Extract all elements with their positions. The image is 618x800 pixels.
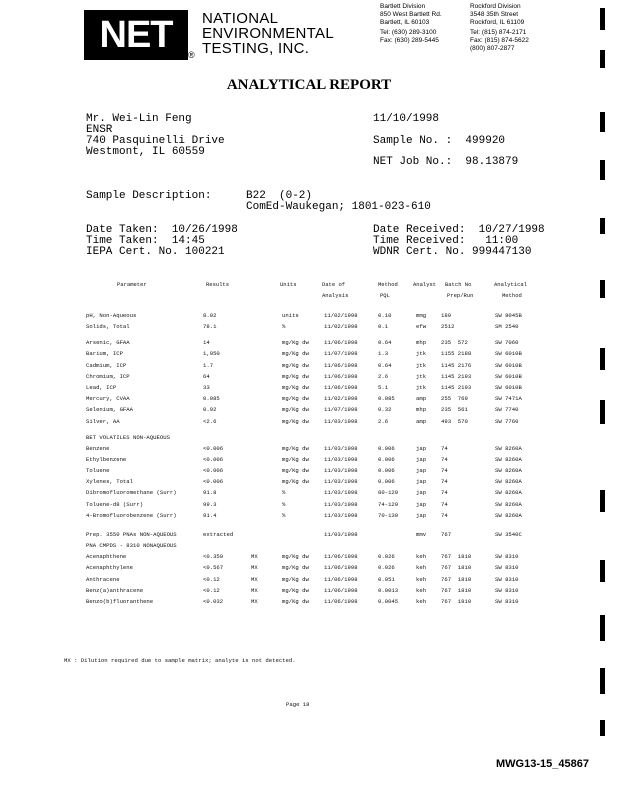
batch-cell: 189 [441,312,452,319]
table-row [86,467,556,477]
table-row [86,445,556,455]
analysis-date-cell: 11/02/1998 [324,323,358,331]
units-cell: mg/Kg dw [282,372,309,380]
batch-cell: 767 1810 [441,553,472,561]
analysis-date-cell: 11/02/1998 [324,312,358,319]
table-row [86,339,556,349]
batch-cell: 235 572 [441,339,468,347]
table-row [86,406,556,416]
result-cell: <0.12 [203,575,220,583]
batch-cell: 74 [441,455,448,463]
units-cell: mg/Kg dw [282,455,309,463]
rockford-line: (800) 807-2877 [470,45,515,52]
iepa-cert: IEPA Cert. No. 100221 [86,246,225,258]
units-cell: mg/Kg dw [282,384,309,391]
result-cell: <0.006 [203,478,224,486]
batch-cell: 767 1810 [441,586,472,594]
binding-mark [600,560,605,582]
result-cell: 91.4 [203,511,217,519]
registered-mark: ® [188,50,195,60]
parameter-cell: Arsenic, GFAA [86,339,130,347]
rockford-line: Rockford, IL 61109 [470,19,525,26]
parameter-cell: 4-Bromofluorobenzene (Surr) [86,511,177,519]
analytical-method-cell: SW 7760 [495,417,519,425]
company-name-line-1: NATIONAL [202,10,279,27]
result-cell: <0.006 [203,444,224,452]
units-cell: mg/Kg dw [282,467,309,474]
analytical-method-cell: SW 8260A [495,444,522,452]
units-cell: % [282,511,286,519]
bartlett-line: Bartlett, IL 60103 [380,19,430,26]
client-company: ENSR [86,124,113,136]
section-heading: PNA CMPDS - 8310 NONAQUEOUS [86,542,177,550]
result-cell: 1.7 [203,361,214,369]
batch-cell: 235 561 [441,406,468,414]
header-parameter: Parameter [117,281,147,288]
units-cell: mg/Kg dw [282,575,309,583]
analyst-cell: mmv [416,531,427,538]
parameter-cell: Xylenes, Total [86,478,133,486]
table-row [86,418,556,428]
analysis-date-cell: 11/07/1998 [324,406,358,414]
binding-mark [600,720,605,736]
pql-cell: 0.64 [378,339,392,347]
batch-cell: 767 [441,531,452,538]
analysis-date-cell: 11/06/1998 [324,361,358,369]
date-taken: Date Taken: 10/26/1998 [86,224,238,236]
units-cell: % [282,489,286,497]
footnote: MX : Dilution required due to sample matrix; analyte is not detected. [64,657,296,664]
table-row [86,350,556,360]
client-street: 740 Pasquinelli Drive [86,135,225,147]
binding-mark [600,112,605,132]
result-cell: <0.032 [203,598,224,605]
pql-cell: 0.006 [378,478,395,486]
sample-description-line-2: ComEd-Waukegan; 1801-023-610 [246,201,431,213]
header-method: Method [378,281,398,288]
analyst-cell: jtk [416,350,427,358]
header-prep-run: Prep/Run [447,292,474,299]
analytical-method-cell: SW 8310 [495,586,519,594]
result-cell: 78.1 [203,323,217,331]
pql-cell: 0.085 [378,395,395,403]
batch-cell: 1145 2176 [441,361,472,369]
analyst-cell: efw [416,323,427,331]
batch-cell: 2512 [441,323,455,331]
analyst-cell: jap [416,500,427,508]
parameter-cell: Ethylbenzene [86,455,127,463]
analytical-method-cell: SW 8260A [495,489,522,497]
batch-cell: 767 1810 [441,564,472,572]
table-row [86,456,556,466]
batch-cell: 255 769 [441,395,468,403]
sample-number: Sample No. : 499920 [373,135,506,147]
rockford-line: Tel: (815) 874-2171 [470,29,527,36]
client-name: Mr. Wei-Lin Feng [86,113,192,125]
batch-cell: 74 [441,489,448,497]
parameter-cell: Mercury, CVAA [86,395,130,403]
parameter-cell: Toluene-d8 (Surr) [86,500,144,508]
analyst-cell: keh [416,553,427,561]
analysis-date-cell: 11/03/1998 [324,417,358,425]
pql-cell: 2.6 [378,417,389,425]
analysis-date-cell: 11/03/1998 [324,478,358,486]
units-cell: mg/Kg dw [282,417,309,425]
analyst-cell: jtk [416,384,427,391]
analysis-date-cell: 11/03/1998 [324,467,358,474]
parameter-cell: Toluene [86,467,110,474]
table-row [86,384,556,394]
batch-cell: 1145 2193 [441,372,472,380]
header-pql: PQL [380,292,390,299]
table-row [86,553,556,563]
parameter-cell: Lead, ICP [86,384,117,391]
units-cell: mg/Kg dw [282,361,309,369]
parameter-cell: Silver, AA [86,417,120,425]
units-cell: mg/Kg dw [282,406,309,414]
rockford-line: Fax: (815) 874-5622 [470,37,529,44]
client-city: Westmont, IL 60559 [86,146,205,158]
units-cell: mg/Kg dw [282,350,309,358]
result-cell: 99.3 [203,500,217,508]
analyst-cell: keh [416,575,427,583]
pql-cell: 1.3 [378,350,389,358]
bartlett-line: Tel: (630) 289-3100 [380,29,437,36]
analysis-date-cell: 11/06/1998 [324,598,358,605]
analyst-cell: jtk [416,361,427,369]
result-cell: <2.6 [203,417,217,425]
analysis-date-cell: 11/06/1998 [324,384,358,391]
batch-cell: 74 [441,467,448,474]
binding-mark [600,615,605,641]
analyst-cell: jap [416,478,427,486]
analysis-date-cell: 11/06/1998 [324,564,358,572]
rockford-line: Rockford Division [470,3,521,10]
report-date: 11/10/1998 [373,113,440,125]
analyst-cell: keh [416,598,427,605]
batch-cell: 493 570 [441,417,468,425]
time-received: Time Received: 11:00 [373,235,519,247]
pql-cell: 5.1 [378,384,389,391]
analytical-method-cell: SW 8260A [495,478,522,486]
parameter-cell: Barium, ICP [86,350,123,358]
parameter-cell: Selenium, GFAA [86,406,133,414]
parameter-cell: Chromium, ICP [86,372,130,380]
table-row [86,598,556,608]
bartlett-line: Fax: (630) 289-5445 [380,37,439,44]
analysis-date-cell: 11/02/1998 [324,395,358,403]
table-row [86,512,556,522]
analysis-date-cell: 11/06/1998 [324,339,358,347]
analysis-date-cell: 11/03/1998 [324,489,358,497]
qualifier-cell: MX [251,598,258,605]
analytical-method-cell: SW 8310 [495,598,519,605]
pql-cell: 80-129 [378,489,399,497]
qualifier-cell: MX [251,575,258,583]
pql-cell: 2.6 [378,372,389,380]
analysis-date-cell: 11/07/1998 [324,350,358,358]
header-analytical-method: Method [502,292,522,299]
pql-cell: 0.026 [378,553,395,561]
pql-cell: 0.10 [378,312,392,319]
analytical-method-cell: SW 6010B [495,350,522,358]
document-id: MWG13-15_45867 [496,758,589,770]
header-batch-no: Batch No [445,281,472,288]
table-row [86,478,556,488]
bartlett-division-block [380,3,442,45]
analytical-method-cell: SW 7740 [495,406,519,414]
parameter-cell: Dibromofluoromethane (Surr) [86,489,177,497]
result-cell: 0.085 [203,395,220,403]
analyst-cell: mmg [416,312,427,319]
pql-cell: 0.006 [378,444,395,452]
company-name-line-3: TESTING, INC. [202,40,310,57]
header-units: Units [280,281,297,288]
header-results: Results [206,281,230,288]
header-date-of: Date of [322,281,346,288]
parameter-cell: Acenaphthylene [86,564,133,572]
parameter-cell: Solids, Total [86,323,130,331]
analytical-method-cell: SW 7060 [495,339,519,347]
units-cell: % [282,500,286,508]
result-cell: 33 [203,384,210,391]
units-cell: mg/Kg dw [282,339,309,347]
table-row [86,312,556,322]
table-row [86,531,556,541]
analyst-cell: jtk [416,372,427,380]
date-received: Date Received: 10/27/1998 [373,224,545,236]
analytical-method-cell: SW 8260A [495,511,522,519]
table-row [86,362,556,372]
section-heading: BET VOLATILES NON-AQUEOUS [86,433,170,441]
pql-cell: 0.006 [378,467,395,474]
company-name-line-2: ENVIRONMENTAL [202,25,334,42]
table-row [86,373,556,383]
analysis-date-cell: 11/06/1998 [324,586,358,594]
rockford-division-block [470,3,529,53]
pql-cell: 0.051 [378,575,395,583]
units-cell: mg/Kg dw [282,598,309,605]
qualifier-cell: MX [251,586,258,594]
pql-cell: 0.026 [378,564,395,572]
header-analyst: Analyst [413,281,437,288]
analytical-method-cell: SW 8260A [495,455,522,463]
binding-mark [600,348,605,370]
parameter-cell: Benzo(b)fluoranthene [86,598,154,605]
sample-description-line-1: B22 (0-2) [246,190,313,202]
table-row [86,587,556,597]
time-taken: Time Taken: 14:45 [86,235,205,247]
binding-mark [600,8,605,30]
table-row [86,489,556,499]
analytical-method-cell: SM 2540 [495,323,519,331]
pql-cell: 0.1 [378,323,389,331]
analysis-date-cell: 11/06/1998 [324,553,358,561]
pql-cell: 0.32 [378,406,392,414]
parameter-cell: Cadmium, ICP [86,361,127,369]
analysis-date-cell: 11/06/1998 [324,575,358,583]
analysis-date-cell: 11/03/1998 [324,500,358,508]
parameter-cell: Prep. 3550 PNAs NON-AQUEOUS [86,531,177,538]
analyst-cell: mhp [416,339,427,347]
result-cell: <0.006 [203,467,224,474]
units-cell: mg/Kg dw [282,586,309,594]
result-cell: 64 [203,372,210,380]
batch-cell: 74 [441,478,448,486]
analyst-cell: jap [416,455,427,463]
units-cell: % [282,323,286,331]
parameter-cell: Acenaphthene [86,553,127,561]
result-cell: <0.12 [203,586,220,594]
analyst-cell: jap [416,467,427,474]
analyst-cell: jap [416,489,427,497]
table-row [86,395,556,405]
analyst-cell: keh [416,586,427,594]
analysis-date-cell: 11/03/1998 [324,444,358,452]
analytical-method-cell: SW 8310 [495,553,519,561]
batch-cell: 74 [441,500,448,508]
analyst-cell: jap [416,511,427,519]
analytical-method-cell: SW 8260A [495,467,522,474]
analysis-date-cell: 11/03/1998 [324,455,358,463]
bartlett-line: Bartlett Division [380,3,426,10]
report-title: ANALYTICAL REPORT [226,77,392,93]
wdnr-cert: WDNR Cert. No. 999447130 [373,246,532,258]
analysis-date-cell: 11/06/1998 [324,372,358,380]
sample-description-label: Sample Description: [86,190,212,202]
pql-cell: 70-130 [378,511,399,519]
result-cell: 91.8 [203,489,217,497]
parameter-cell: Anthracene [86,575,120,583]
result-cell: 1,050 [203,350,220,358]
pql-cell: 0.006 [378,455,395,463]
analyst-cell: keh [416,564,427,572]
job-number: NET Job No.: 98.13879 [373,156,519,168]
pql-cell: 0.0013 [378,586,399,594]
result-cell: <0.006 [203,455,224,463]
batch-cell: 74 [441,444,448,452]
table-row [86,576,556,586]
batch-cell: 767 1810 [441,575,472,583]
header-analytical: Analytical [494,281,528,288]
rockford-line: 3548 35th Street [470,11,519,18]
batch-cell: 1155 2188 [441,350,472,358]
result-cell: 0.92 [203,406,217,414]
result-cell: <0.350 [203,553,224,561]
analytical-method-cell: SW 8310 [495,575,519,583]
binding-mark [600,490,605,512]
analysis-date-cell: 11/03/1998 [324,511,358,519]
table-row [86,501,556,511]
parameter-cell: pH, Non-Aqueous [86,312,137,319]
analytical-method-cell: SW 6010B [495,372,522,380]
analytical-method-cell: SW 8260A [495,500,522,508]
analyst-cell: amp [416,417,427,425]
result-cell: 14 [203,339,210,347]
result-cell: 8.02 [203,312,217,319]
analysis-date-cell: 11/03/1998 [324,531,358,538]
units-cell: mg/Kg dw [282,478,309,486]
parameter-cell: Benzene [86,444,110,452]
units-cell: mg/Kg dw [282,444,309,452]
analytical-method-cell: SW 8310 [495,564,519,572]
binding-mark [600,50,605,68]
net-logo: NET [84,10,188,60]
binding-mark [600,160,605,180]
analytical-method-cell: SW 9045B [495,312,522,319]
units-cell: mg/Kg dw [282,553,309,561]
units-cell: units [282,312,299,319]
analytical-method-cell: SW 6010B [495,361,522,369]
analyst-cell: amp [416,395,427,403]
batch-cell: 767 1810 [441,598,472,605]
analyst-cell: jap [416,444,427,452]
binding-mark [600,280,605,298]
binding-mark [600,218,605,234]
bartlett-line: 850 West Bartlett Rd. [380,11,442,18]
batch-cell: 74 [441,511,448,519]
binding-mark [600,400,605,424]
qualifier-cell: MX [251,553,258,561]
header-analysis: Analysis [322,292,349,299]
analytical-method-cell: SW 7471A [495,395,522,403]
result-cell: <0.567 [203,564,224,572]
binding-mark [600,668,605,694]
analyst-cell: mhp [416,406,427,414]
units-cell: mg/Kg dw [282,564,309,572]
pql-cell: 74-129 [378,500,399,508]
analytical-method-cell: SW 6010B [495,384,522,391]
analytical-method-cell: SW 3540C [495,531,522,538]
table-row [86,323,556,333]
batch-cell: 1145 2193 [441,384,472,391]
result-cell: extracted [203,531,234,538]
page-label: Page 18 [286,701,310,708]
parameter-cell: Benz(a)anthracene [86,586,144,594]
pql-cell: 0.64 [378,361,392,369]
table-row [86,564,556,574]
qualifier-cell: MX [251,564,258,572]
pql-cell: 0.0045 [378,598,399,605]
units-cell: mg/Kg dw [282,395,309,403]
